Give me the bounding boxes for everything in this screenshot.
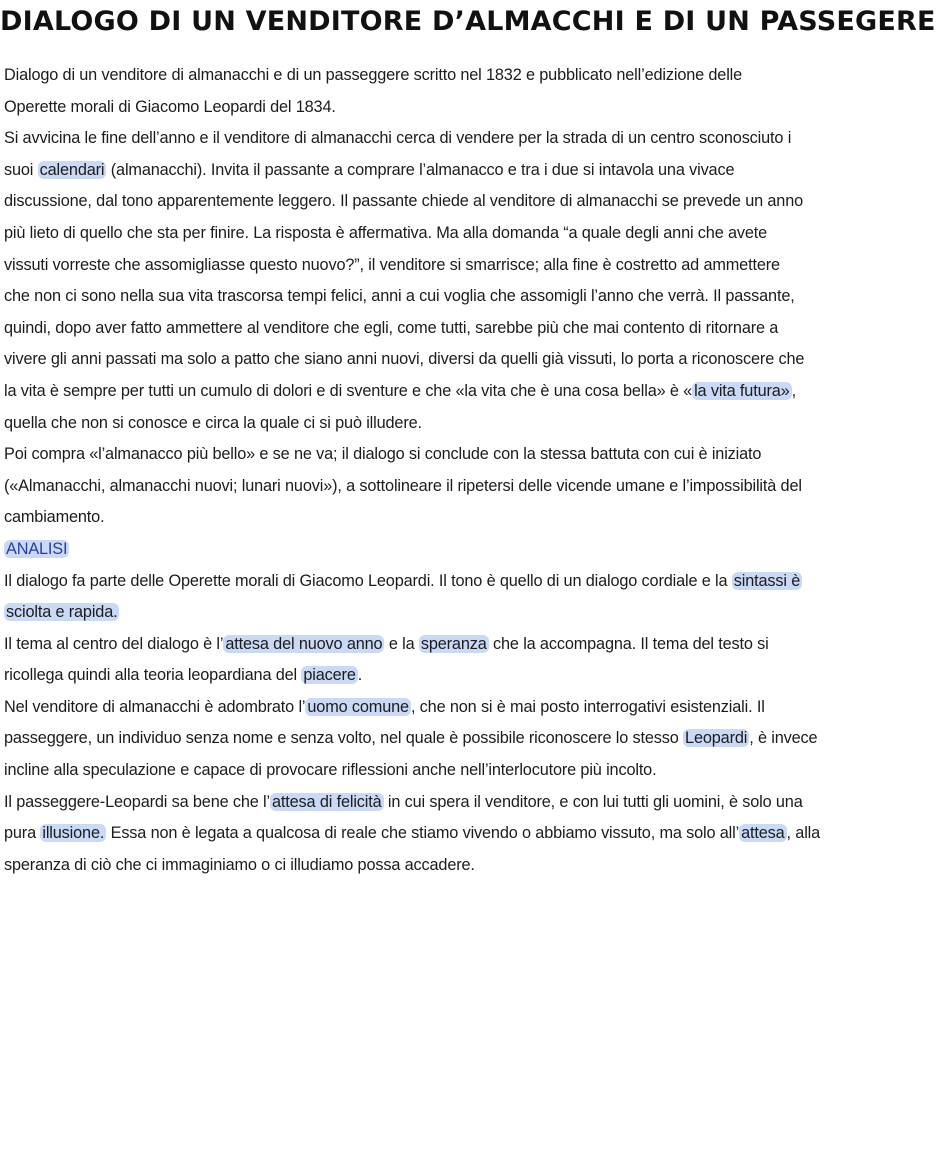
highlighted-text: sintassi è <box>733 571 801 590</box>
text-line <box>4 471 822 503</box>
text-segment: quella che non si conosce e circa la quale ci si può illudere. <box>4 413 422 432</box>
document-body <box>4 60 822 881</box>
highlighted-text: uomo comune <box>307 697 409 716</box>
text-line <box>4 629 822 661</box>
text-line <box>4 60 822 92</box>
text-segment: , è invece <box>749 729 818 748</box>
highlighted-text: attesa del nuovo anno <box>225 634 383 653</box>
text-line <box>4 408 822 440</box>
text-line <box>4 123 822 155</box>
text-line <box>4 313 822 345</box>
text-line <box>4 566 822 598</box>
text-segment: Il passeggere-Leopardi sa bene che l’ <box>4 792 270 811</box>
text-line <box>4 186 822 218</box>
text-segment: Il tema al centro del dialogo è l’ <box>4 634 224 653</box>
text-segment: , alla <box>786 824 821 843</box>
text-line <box>4 723 822 755</box>
text-segment: in cui spera il venditore, e con lui tutti gli uomini, è solo una <box>383 792 803 811</box>
text-segment: Essa non è legata a qualcosa di reale che stiamo vivendo o abbiamo vissuto, ma solo all’ <box>106 824 740 843</box>
text-segment: cambiamento. <box>4 508 105 527</box>
text-line <box>4 534 822 566</box>
text-segment: incline alla speculazione e capace di provocare riflessioni anche nell’interlocutore più incolto. <box>4 761 657 780</box>
text-segment: discussione, dal tono apparentemente leggero. Il passante chiede al venditore di almanacchi se prevede un anno <box>4 192 804 211</box>
text-segment: Il dialogo fa parte delle Operette morali di Giacomo Leopardi. Il tono è quello di un dialogo cordiale e la <box>4 571 732 590</box>
text-segment: ricollega quindi alla teoria leopardiana del <box>4 666 302 685</box>
text-segment: vivere gli anni passati ma solo a patto che siano anni nuovi, diversi da quelli già vissuti, lo porta a riconoscere che <box>4 350 805 369</box>
text-line <box>4 92 822 124</box>
text-line <box>4 281 822 313</box>
text-line <box>4 344 822 376</box>
highlighted-text: calendari <box>39 160 105 179</box>
highlighted-text: sciolta e rapida. <box>6 603 118 622</box>
text-segment: quindi, dopo aver fatto ammettere al venditore che egli, come tutti, sarebbe più che mai contento di ritornare a <box>4 318 779 337</box>
text-segment: Dialogo di un venditore di almanacchi e di un passeggere scritto nel 1832 e pubblicato nell’edizione delle <box>4 66 743 84</box>
text-segment: la vita è sempre per tutti un cumulo di dolori e di sventure e che «la vita che è una cosa bella» è « <box>4 381 693 400</box>
text-segment: che la accompagna. Il tema del testo si <box>488 634 769 653</box>
text-segment: , <box>791 381 796 400</box>
text-segment: («Almanacchi, almanacchi nuovi; lunari nuovi»), a sottolineare il ripetersi delle vicende umane e l’impossibilità del <box>4 476 802 495</box>
text-segment: Si avvicina le fine dell’anno e il venditore di almanacchi cerca di vendere per la strada di un centro sconosciuto i <box>4 129 792 148</box>
text-line <box>4 155 822 187</box>
text-line <box>4 787 822 819</box>
text-line <box>4 376 822 408</box>
highlighted-text: attesa di felicità <box>272 792 382 811</box>
text-line <box>4 502 822 534</box>
text-line <box>4 250 822 282</box>
text-segment: speranza di ciò che ci immaginiamo o ci illudiamo possa accadere. <box>4 855 475 874</box>
text-line <box>4 218 822 250</box>
text-segment: (almanacchi). Invita il passante a comprare l’almanacco e tra i due si intavola una vivace <box>106 160 735 179</box>
text-segment: che non ci sono nella sua vita trascorsa tempi felici, anni a cui voglia che assomigli l’anno che verrà. Il passante, <box>4 287 795 306</box>
text-segment: vissuti vorreste che assomigliasse questo nuovo?”, il venditore si smarrisce; alla fine è costretto ad ammettere <box>4 255 780 274</box>
text-segment: suoi <box>4 160 38 179</box>
text-segment: , che non si è mai posto interrogativi esistenziali. Il <box>410 697 765 716</box>
highlighted-text: Leopardi <box>685 729 748 748</box>
document-title: DIALOGO DI UN VENDITORE D’ALMACCHI E DI UN PASSEGERE <box>0 6 936 37</box>
text-line <box>4 439 822 471</box>
section-heading-analisi: ANALISI <box>6 539 68 558</box>
text-segment: . <box>357 666 363 685</box>
text-segment: passeggere, un individuo senza nome e senza volto, nel quale è possibile riconoscere lo stesso <box>4 729 684 748</box>
text-segment: e la <box>384 634 419 653</box>
highlighted-text: attesa <box>741 824 785 843</box>
text-segment: Operette morali di Giacomo Leopardi del 1834. <box>4 97 336 116</box>
text-line <box>4 850 822 882</box>
text-line <box>4 755 822 787</box>
text-segment: Poi compra «l’almanacco più bello» e se ne va; il dialogo si conclude con la stessa battuta con cui è iniziato <box>4 445 762 464</box>
text-segment: più lieto di quello che sta per finire. La risposta è affermativa. Ma alla domanda “a quale degli anni che avete <box>4 223 768 242</box>
highlighted-text: speranza <box>420 634 487 653</box>
highlighted-text: piacere <box>303 666 356 685</box>
text-line <box>4 692 822 724</box>
highlighted-text: illusione. <box>42 824 105 843</box>
text-segment: pura <box>4 824 41 843</box>
text-line <box>4 818 822 850</box>
text-line <box>4 597 822 629</box>
highlighted-text: la vita futura» <box>694 381 790 400</box>
text-segment: Nel venditore di almanacchi è adombrato l’ <box>4 697 306 716</box>
text-line <box>4 660 822 692</box>
